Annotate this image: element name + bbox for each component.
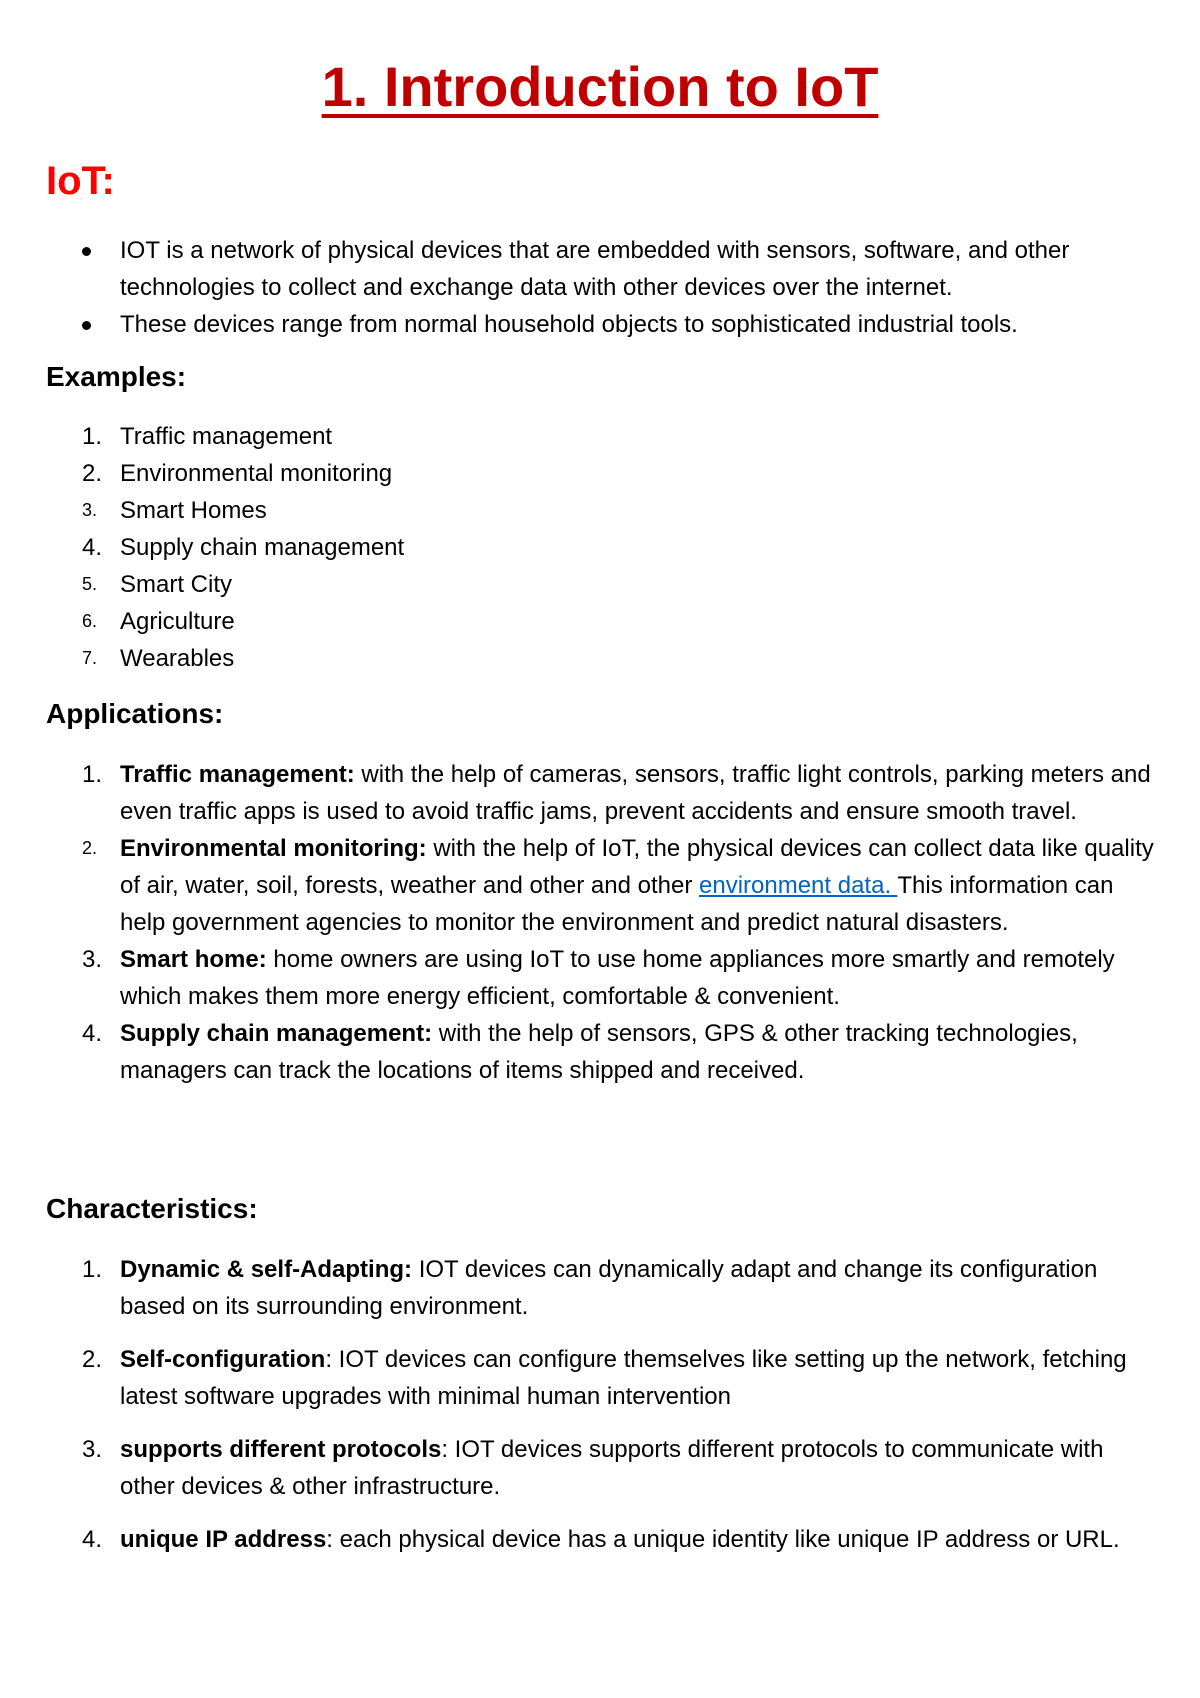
- list-text: IOT devices can dynamically adapt and change its configuration based on its surrounding environment.: [120, 1256, 1098, 1320]
- page-title: 1. Introduction to IoT: [321, 55, 879, 118]
- list-item: [0, 418, 1200, 455]
- environment-data-link[interactable]: environment data.: [699, 872, 898, 899]
- list-text: with the help of IoT, the physical devices can collect data like quality of air, water, soil, forests, weather and other and other: [120, 835, 1154, 899]
- list-text: : each physical device has a unique identity like unique IP address or URL.: [326, 1526, 1120, 1553]
- list-number: 4.: [82, 534, 103, 561]
- iot-bullet-list: [0, 232, 1200, 343]
- list-item: [0, 941, 1200, 1015]
- list-number: 2.: [82, 838, 98, 858]
- list-text: home owners are using IoT to use home appliances more smartly and remotely which makes them more energy efficient, comfortable & convenient.: [120, 946, 1115, 1010]
- list-item: [0, 529, 1200, 566]
- list-number: 4.: [82, 1526, 103, 1553]
- bullet-text: These devices range from normal household objects to sophisticated industrial tools.: [120, 311, 1018, 338]
- list-term: Supply chain management:: [120, 1020, 433, 1047]
- list-item: [0, 1521, 1200, 1558]
- list-text: Smart City: [120, 571, 233, 598]
- list-text: Wearables: [120, 645, 235, 672]
- bullet-icon: [82, 247, 91, 256]
- list-number: 4.: [82, 1020, 103, 1047]
- applications-list: [0, 756, 1200, 1089]
- list-item: [0, 640, 1200, 677]
- applications-heading: Applications:: [46, 698, 224, 729]
- iot-heading: IoT:: [46, 159, 115, 203]
- list-item: [0, 1251, 1200, 1325]
- list-term: unique IP address: [120, 1526, 327, 1553]
- list-item: [0, 603, 1200, 640]
- examples-list: [0, 418, 1200, 677]
- list-term: Traffic management:: [120, 761, 355, 788]
- list-text: with the help of sensors, GPS & other tracking technologies, managers can track the locations of items shipped and received.: [120, 1020, 1078, 1084]
- list-term: Self-configuration: [120, 1346, 326, 1373]
- list-number: 5.: [82, 574, 98, 594]
- list-text: Agriculture: [120, 608, 235, 635]
- list-text: : IOT devices supports different protocols to communicate with other devices & other infrastructure.: [120, 1436, 1104, 1500]
- list-item: [0, 232, 1200, 306]
- list-text: : IOT devices can configure themselves like setting up the network, fetching latest software upgrades with minimal human intervention: [120, 1346, 1127, 1410]
- list-item: [0, 1431, 1200, 1505]
- bullet-icon: [82, 321, 91, 330]
- list-item: [0, 1341, 1200, 1415]
- list-number: 3.: [82, 1436, 103, 1463]
- list-number: 1.: [82, 1256, 103, 1283]
- list-term: Dynamic & self-Adapting:: [120, 1256, 413, 1283]
- list-text: Environmental monitoring: [120, 460, 393, 487]
- examples-heading: Examples:: [46, 361, 187, 392]
- list-item: [0, 492, 1200, 529]
- list-item: [0, 1015, 1200, 1089]
- list-number: 2.: [82, 1346, 103, 1373]
- list-text: Traffic management: [120, 423, 333, 450]
- list-text: Supply chain management: [120, 534, 405, 561]
- list-item: [0, 306, 1200, 343]
- list-text: with the help of cameras, sensors, traffic light controls, parking meters and even traffic apps is used to avoid traffic jams, prevent accidents and ensure smooth travel.: [120, 761, 1151, 825]
- list-text: Smart Homes: [120, 497, 267, 524]
- list-item: [0, 756, 1200, 830]
- list-item: [0, 830, 1200, 941]
- list-number: 2.: [82, 460, 103, 487]
- list-item: [0, 566, 1200, 603]
- list-number: 7.: [82, 648, 98, 668]
- list-number: 1.: [82, 423, 103, 450]
- characteristics-heading: Characteristics:: [46, 1193, 258, 1224]
- list-number: 3.: [82, 946, 103, 973]
- list-term: supports different protocols: [120, 1436, 442, 1463]
- list-term: Environmental monitoring:: [120, 835, 427, 862]
- list-number: 6.: [82, 611, 98, 631]
- list-item: [0, 455, 1200, 492]
- list-number: 1.: [82, 761, 103, 788]
- list-text-after: This information can help government agencies to monitor the environment and predict natural disasters.: [120, 872, 1114, 936]
- bullet-text: IOT is a network of physical devices that are embedded with sensors, software, and other technologies to collect and exchange data with other devices over the internet.: [120, 237, 1070, 301]
- characteristics-list: [0, 1251, 1200, 1558]
- list-number: 3.: [82, 500, 98, 520]
- list-term: Smart home:: [120, 946, 267, 973]
